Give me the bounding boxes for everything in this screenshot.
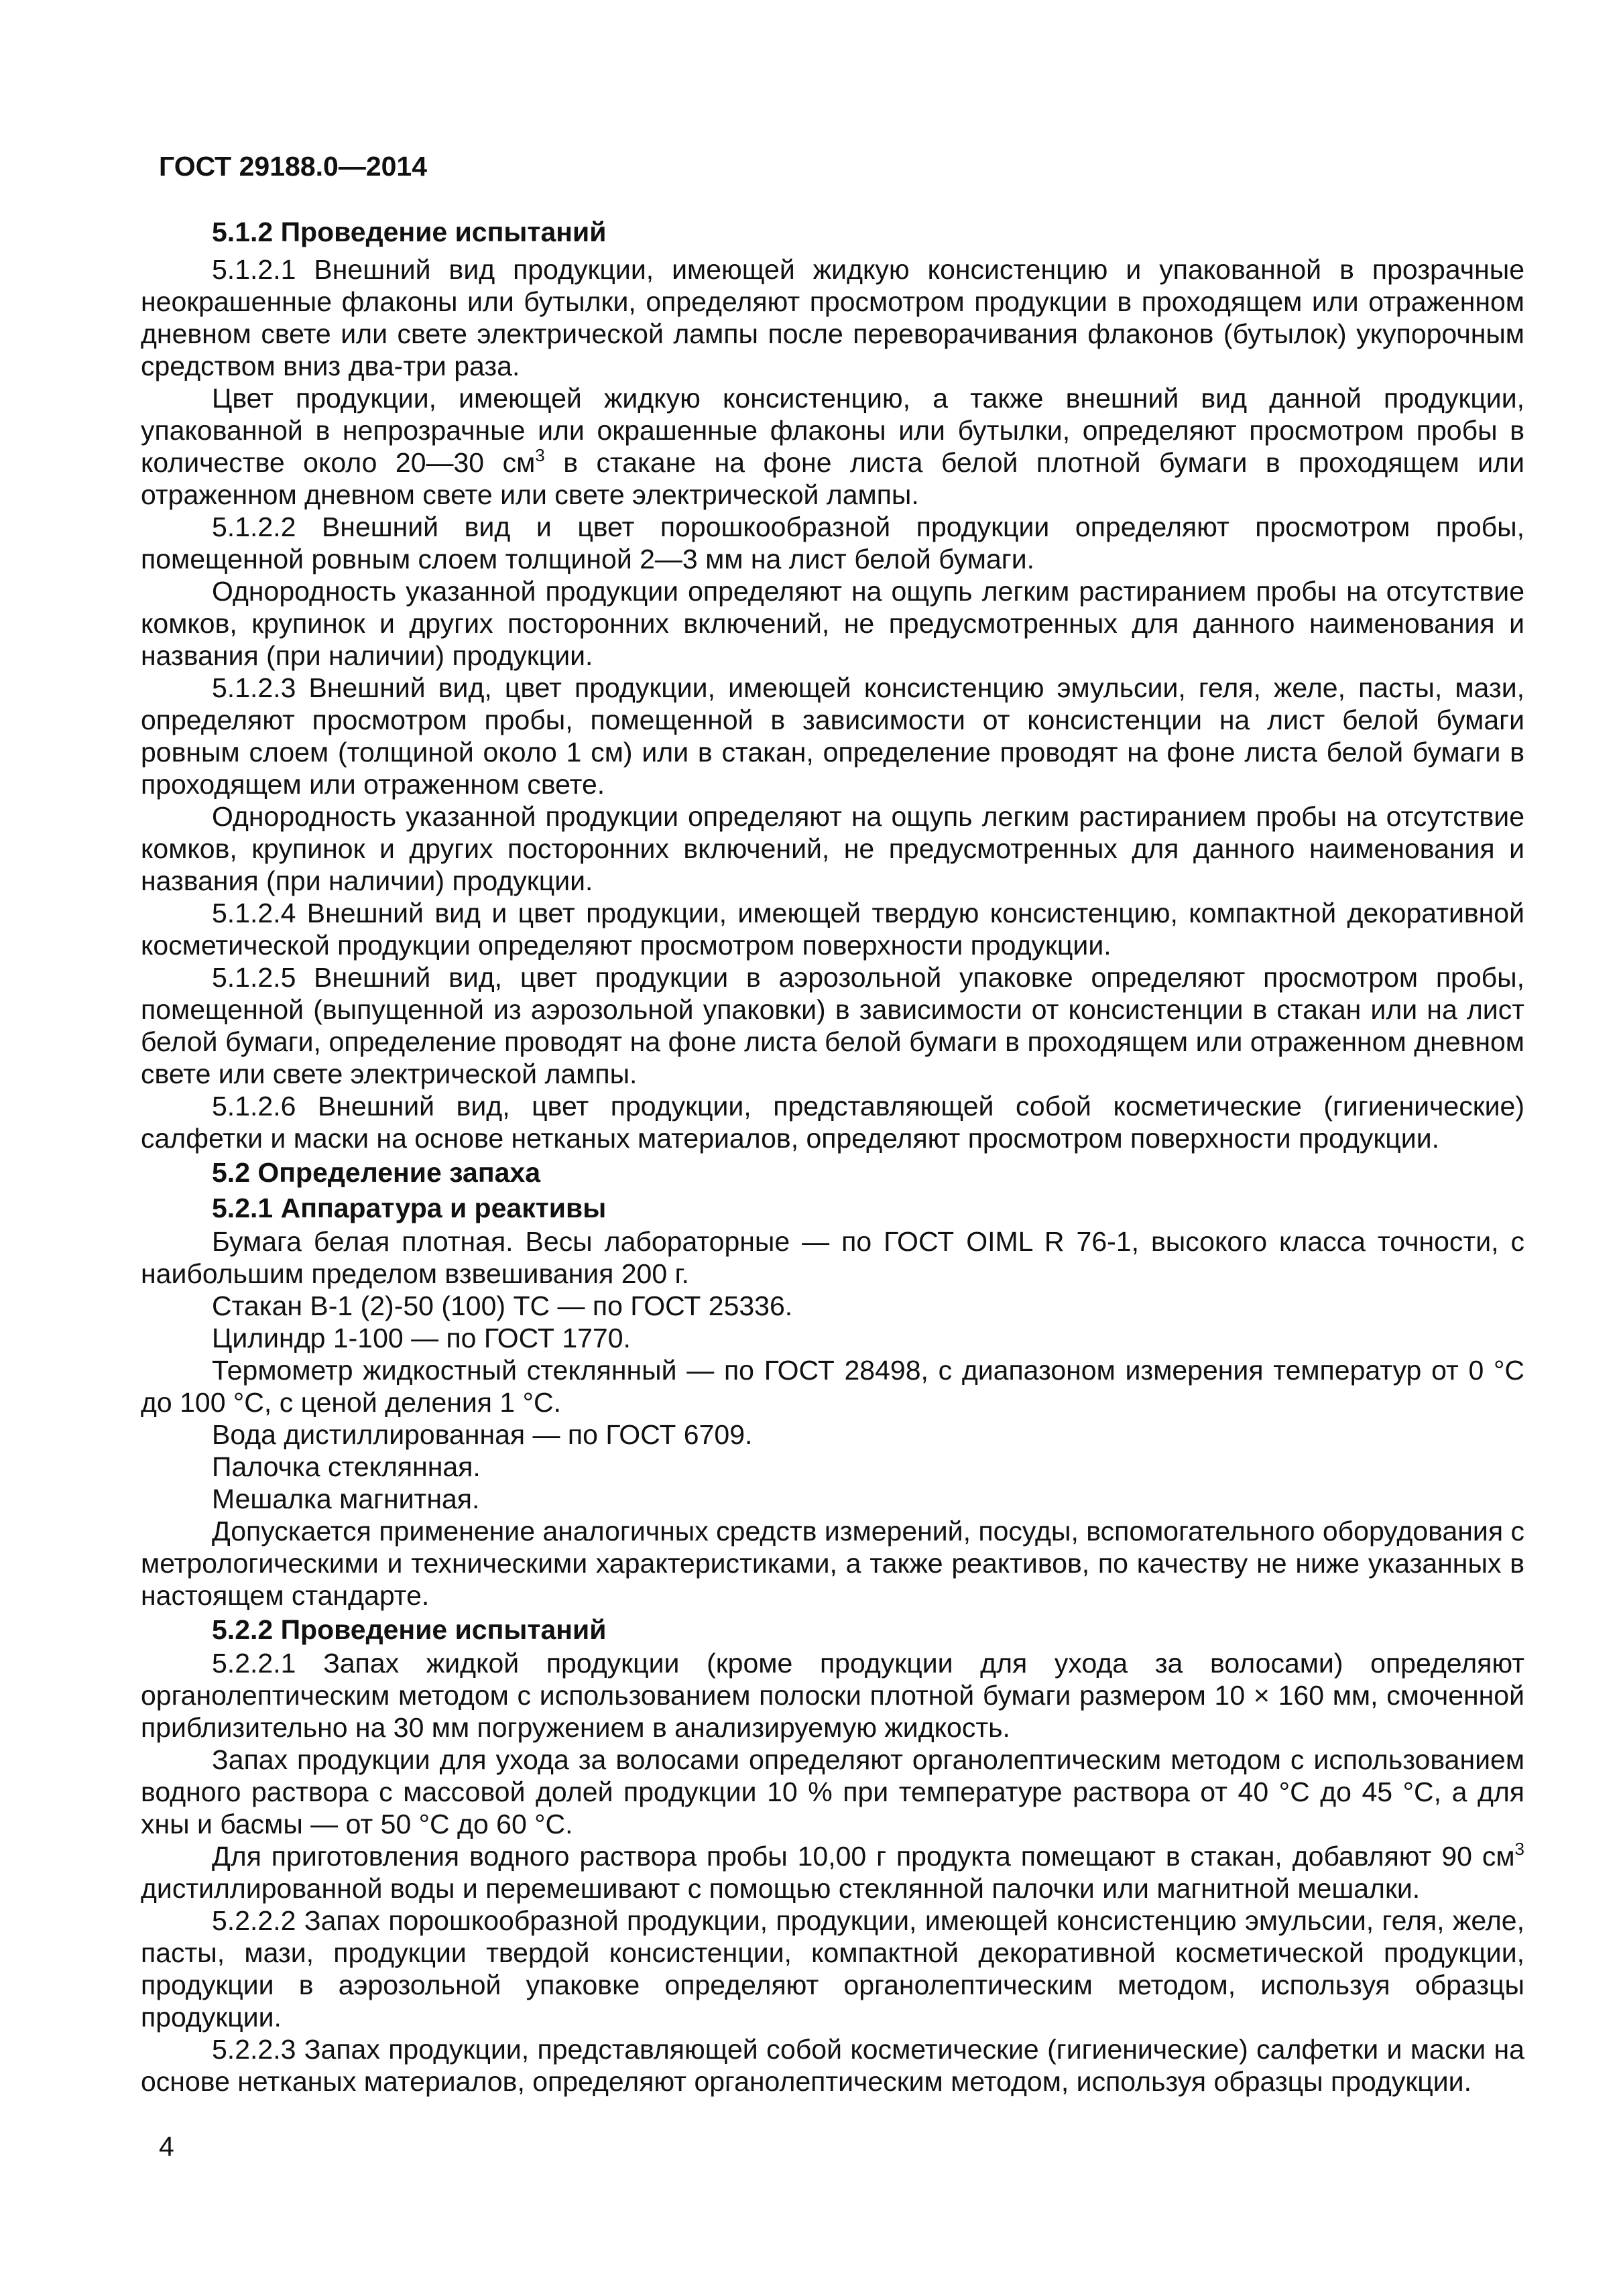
- paragraph-text: в стакане на фоне листа белой плотной бумаги в проходящем или отраженном дневном свете или свете электрической лампы.: [141, 447, 1524, 510]
- paragraph: Однородность указанной продукции определяют на ощупь легким растиранием пробы на отсутствие комков, крупинок и других посторонних включений, не предусмотренных для данного наименования и названия (при наличии) продукции.: [141, 576, 1524, 671]
- paragraph: 5.1.2.5 Внешний вид, цвет продукции в аэрозольной упаковке определяют просмотром пробы, помещенной (выпущенной из аэрозольной упаковки) в зависимости от консистенции в стакан или на лист белой бумаги, определение проводят на фоне листа белой бумаги в проходящем или отраженном дневном свете или свете электрической лампы.: [141, 962, 1524, 1089]
- paragraph: Мешалка магнитная.: [212, 1484, 480, 1514]
- paragraph: Запах продукции для ухода за волосами определяют органолептическим методом с использованием водного раствора с массовой долей продукции 10 % при температуре раствора от 40 °С до 45 °С, а для хны и басмы — от 50 °С до 60 °С.: [141, 1744, 1524, 1839]
- paragraph: 5.1.2.1 Внешний вид продукции, имеющей жидкую консистенцию и упакованной в прозрачные неокрашенные флаконы или бутылки, определяют просмотром продукции в проходящем или отраженном дневном свете или свете электрической лампы после переворачивания флаконов (бутылок) укупорочным средством вниз два-три раза.: [141, 254, 1524, 381]
- paragraph-text: дистиллированной воды и перемешивают с помощью стеклянной палочки или магнитной мешалки.: [141, 1873, 1421, 1904]
- paragraph: Бумага белая плотная. Весы лабораторные — по ГОСТ OIML R 76-1, высокого класса точности, с наибольшим пределом взвешивания 200 г.: [141, 1226, 1524, 1289]
- paragraph: Палочка стеклянная.: [212, 1451, 481, 1482]
- paragraph: 5.2.2.1 Запах жидкой продукции (кроме продукции для ухода за волосами) определяют органолептическим методом с использованием полоски плотной бумаги размером 10 × 160 мм, смоченной приблизительно на 30 мм погружением в анализируемую жидкость.: [141, 1648, 1524, 1743]
- paragraph: Стакан В-1 (2)-50 (100) ТС — по ГОСТ 25336.: [212, 1290, 793, 1321]
- section-heading-5-2-2: 5.2.2 Проведение испытаний: [212, 1614, 607, 1645]
- paragraph: Термометр жидкостный стеклянный — по ГОСТ 28498, с диапазоном измерения температур от 0 °С до 100 °С, с ценой деления 1 °С.: [141, 1355, 1524, 1418]
- paragraph: 5.1.2.3 Внешний вид, цвет продукции, имеющей консистенцию эмульсии, геля, желе, пасты, мази, определяют просмотром пробы, помещенной в зависимости от консистенции на лист белой бумаги ровным слоем (толщиной около 1 см) или в стакан, определение проводят на фоне листа белой бумаги в проходящем или отраженном свете.: [141, 672, 1524, 800]
- paragraph: [141, 382, 1524, 511]
- superscript: 3: [1514, 1839, 1524, 1859]
- paragraph: 5.1.2.2 Внешний вид и цвет порошкообразной продукции определяют просмотром пробы, помещенной ровным слоем толщиной 2—3 мм на лист белой бумаги.: [141, 511, 1524, 575]
- paragraph: Допускается применение аналогичных средств измерений, посуды, вспомогательного оборудования с метрологическими и техническими характеристиками, а также реактивов, по качеству не ниже указанных в настоящем стандарте.: [141, 1516, 1524, 1611]
- paragraph: 5.1.2.4 Внешний вид и цвет продукции, имеющей твердую консистенцию, компактной декоративной косметической продукции определяют просмотром поверхности продукции.: [141, 898, 1524, 961]
- paragraph: 5.2.2.2 Запах порошкообразной продукции, продукции, имеющей консистенцию эмульсии, геля, желе, пасты, мази, продукции твердой консистенции, компактной декоративной косметической продукции, продукции в аэрозольной упаковке определяют органолептическим методом, используя образцы продукции.: [141, 1905, 1524, 2033]
- paragraph-text: Для приготовления водного раствора пробы 10,00 г продукта помещают в стакан, добавляют 90 см: [212, 1841, 1515, 1872]
- paragraph-text: Цвет продукции, имеющей жидкую консистенцию, а также внешний вид данной продукции, упакованной в непрозрачные или окрашенные флаконы или бутылки, определяют просмотром пробы в количестве около 20—30 см: [141, 383, 1524, 478]
- document-code-header: ГОСТ 29188.0—2014: [159, 151, 428, 182]
- superscript: 3: [535, 445, 545, 465]
- section-heading-5-2-1: 5.2.1 Аппаратура и реактивы: [212, 1193, 607, 1223]
- paragraph: Цилиндр 1-100 — по ГОСТ 1770.: [212, 1323, 631, 1353]
- paragraph: [141, 1840, 1524, 1905]
- paragraph: Однородность указанной продукции определяют на ощупь легким растиранием пробы на отсутствие комков, крупинок и других посторонних включений, не предусмотренных для данного наименования и названия (при наличии) продукции.: [141, 801, 1524, 896]
- document-body: [141, 216, 1524, 2098]
- paragraph: Вода дистиллированная — по ГОСТ 6709.: [212, 1419, 753, 1450]
- section-heading-5-1-2: 5.1.2 Проведение испытаний: [212, 217, 607, 247]
- paragraph: 5.1.2.6 Внешний вид, цвет продукции, представляющей собой косметические (гигиенические) салфетки и маски на основе нетканых материалов, определяют просмотром поверхности продукции.: [141, 1091, 1524, 1154]
- page-number: 4: [159, 2131, 174, 2162]
- paragraph: 5.2.2.3 Запах продукции, представляющей собой косметические (гигиенические) салфетки и маски на основе нетканых материалов, определяют органолептическим методом, используя образцы продукции.: [141, 2034, 1524, 2097]
- section-heading-5-2: 5.2 Определение запаха: [212, 1157, 540, 1188]
